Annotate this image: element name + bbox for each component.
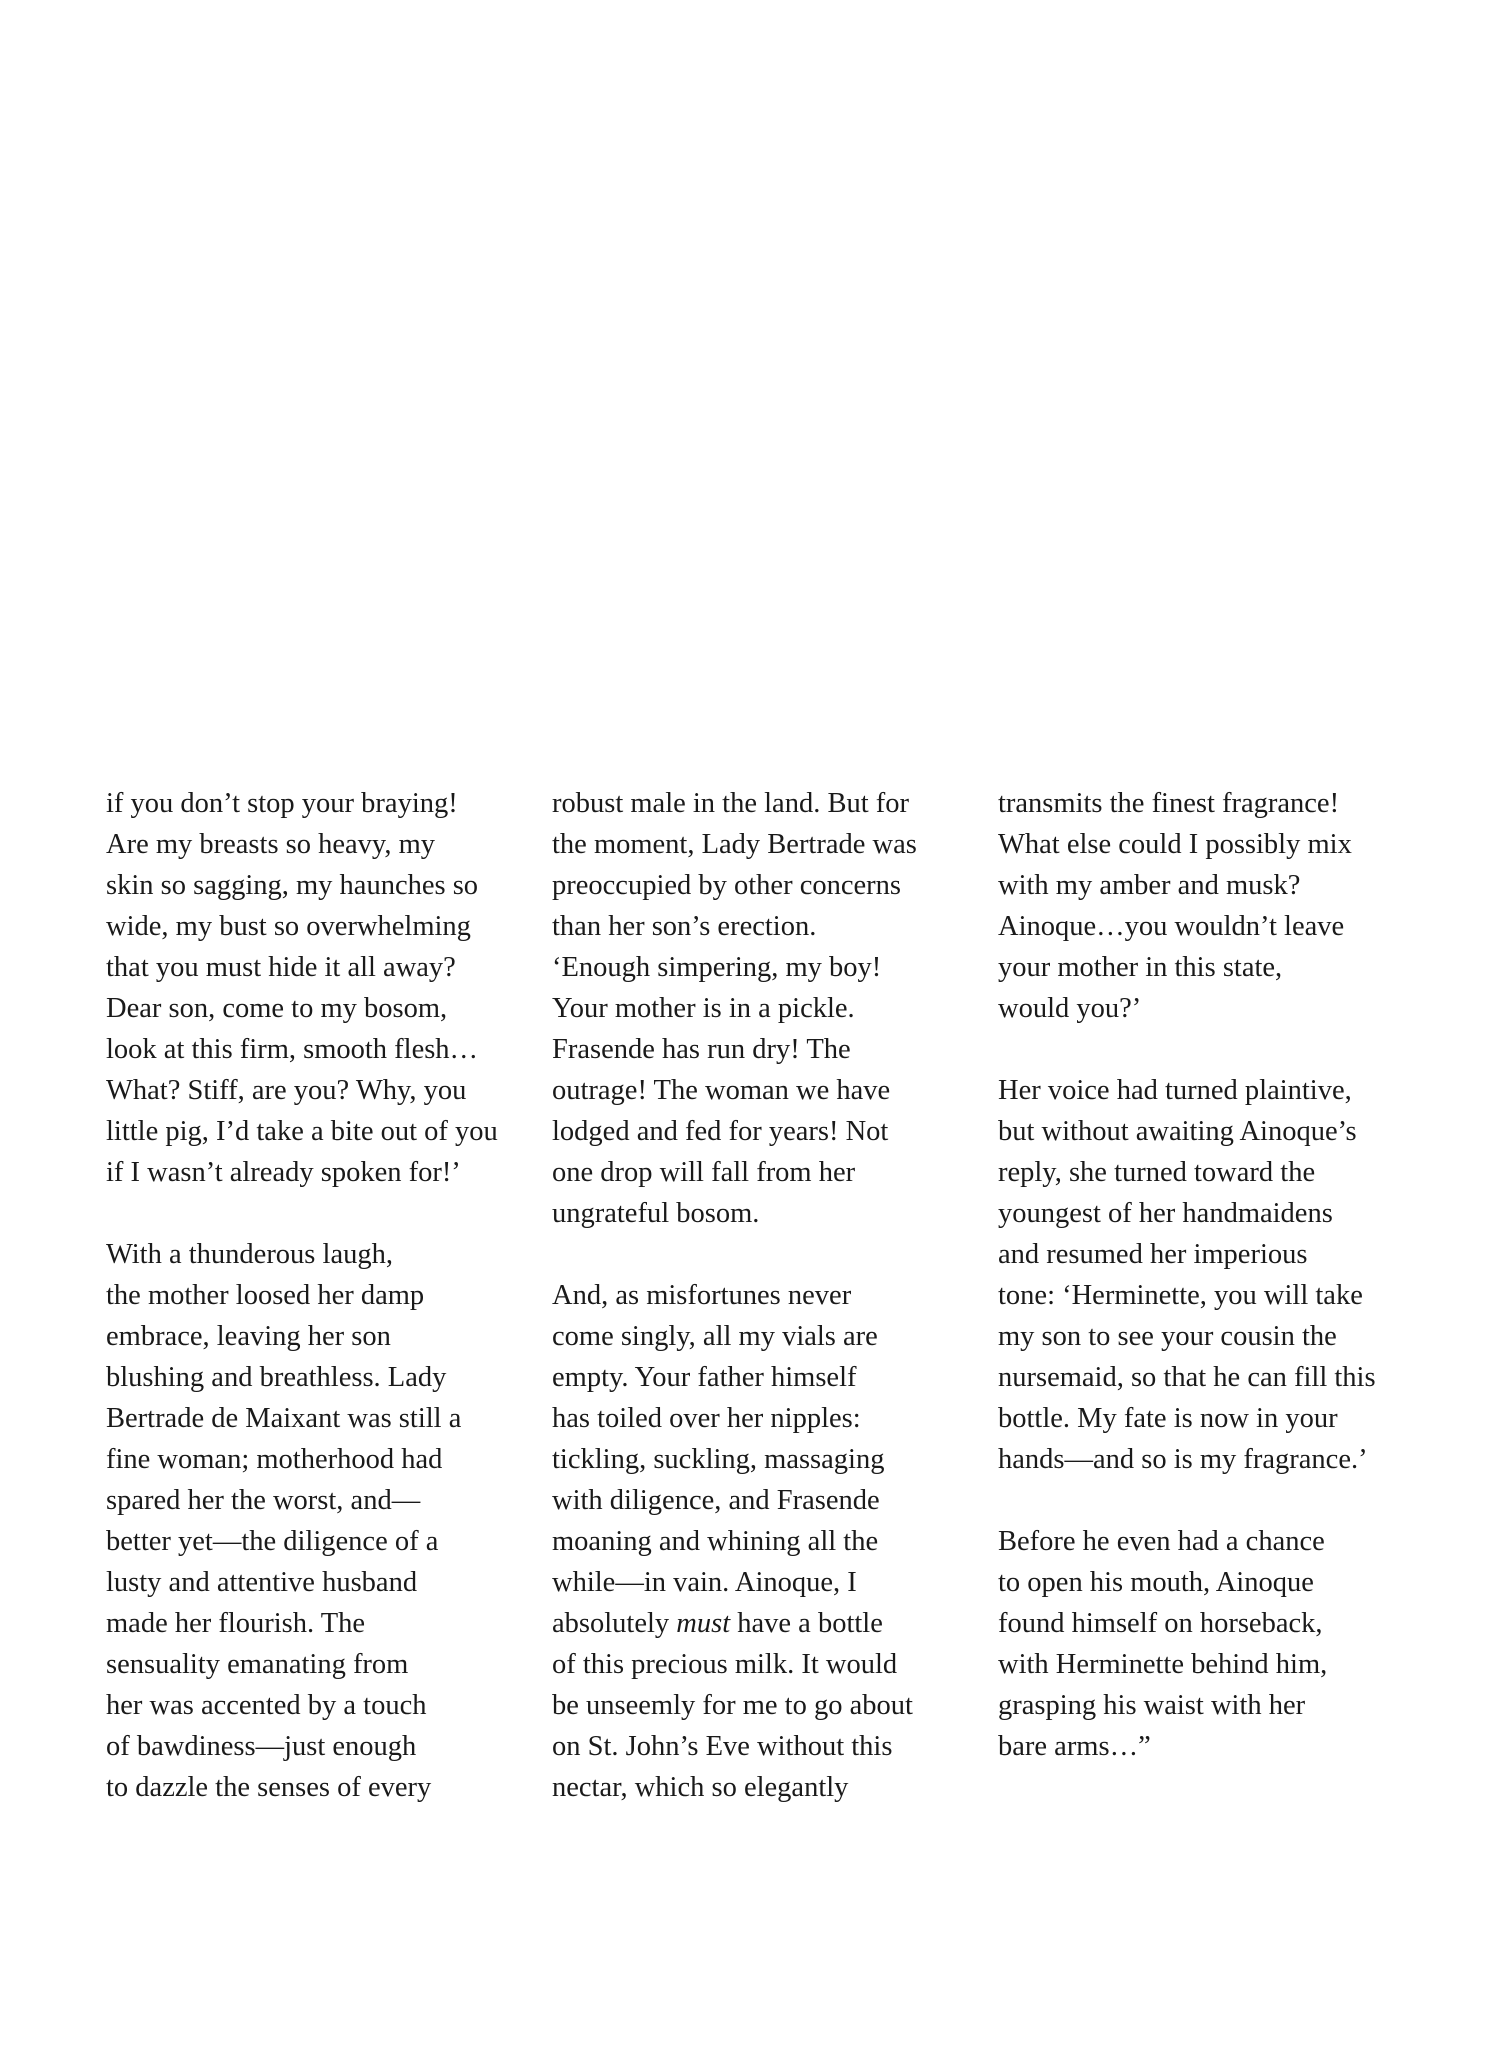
text-line: the mother loosed her damp xyxy=(106,1280,425,1311)
text-line: found himself on horseback, xyxy=(998,1608,1323,1639)
text-column-1 xyxy=(106,783,526,1849)
text-line: with my amber and musk? xyxy=(998,870,1301,901)
text-line: spared her the worst, and— xyxy=(106,1485,421,1516)
paragraph xyxy=(106,783,526,1193)
text-line: With a thunderous laugh, xyxy=(106,1239,393,1270)
text-line: to dazzle the senses of every xyxy=(106,1772,432,1803)
text-line: tickling, suckling, massaging xyxy=(552,1444,885,1475)
emphasis: must xyxy=(676,1608,731,1639)
text-line: ‘Enough simpering, my boy! xyxy=(552,952,882,983)
text-line: grasping his waist with her xyxy=(998,1690,1306,1721)
text-column-2 xyxy=(552,783,972,1849)
text-line: wide, my bust so overwhelming xyxy=(106,911,471,942)
paragraph xyxy=(106,1234,526,1808)
text-line: absolutely must have a bottle xyxy=(552,1608,883,1639)
text-line: while—in vain. Ainoque, I xyxy=(552,1567,857,1598)
text-line: blushing and breathless. Lady xyxy=(106,1362,447,1393)
text-line: What? Stiff, are you? Why, you xyxy=(106,1075,467,1106)
text-line: bottle. My fate is now in your xyxy=(998,1403,1338,1434)
text-line: bare arms…” xyxy=(998,1731,1151,1762)
text-line: if I wasn’t already spoken for!’ xyxy=(106,1157,461,1188)
text-column-3 xyxy=(998,783,1418,1808)
text-line: Bertrade de Maixant was still a xyxy=(106,1403,462,1434)
text-line: my son to see your cousin the xyxy=(998,1321,1337,1352)
text-line: one drop will fall from her xyxy=(552,1157,856,1188)
paragraph xyxy=(552,783,972,1234)
text-line: made her flourish. The xyxy=(106,1608,366,1639)
text-line: lodged and fed for years! Not xyxy=(552,1116,889,1147)
text-line: that you must hide it all away? xyxy=(106,952,456,983)
text-line: Your mother is in a pickle. xyxy=(552,993,855,1024)
text-line: Frasende has run dry! The xyxy=(552,1034,851,1065)
text-line: and resumed her imperious xyxy=(998,1239,1308,1270)
text-line: sensuality emanating from xyxy=(106,1649,409,1680)
text-line: come singly, all my vials are xyxy=(552,1321,878,1352)
text-line: transmits the finest fragrance! xyxy=(998,788,1340,819)
text-line: ungrateful bosom. xyxy=(552,1198,760,1229)
text-line: would you?’ xyxy=(998,993,1142,1024)
paragraph xyxy=(998,1070,1418,1480)
text-line: embrace, leaving her son xyxy=(106,1321,391,1352)
text-line: but without awaiting Ainoque’s xyxy=(998,1116,1357,1147)
text-line: skin so sagging, my haunches so xyxy=(106,870,479,901)
paragraph xyxy=(998,1521,1418,1767)
text-line: Dear son, come to my bosom, xyxy=(106,993,448,1024)
text-line: Are my breasts so heavy, my xyxy=(106,829,435,860)
text-line: of bawdiness—just enough xyxy=(106,1731,417,1762)
text-line: of this precious milk. It would xyxy=(552,1649,898,1680)
text-line: look at this firm, smooth flesh… xyxy=(106,1034,479,1065)
text-line: reply, she turned toward the xyxy=(998,1157,1316,1188)
text-line: And, as misfortunes never xyxy=(552,1280,852,1311)
text-line: than her son’s erection. xyxy=(552,911,817,942)
text-line: nursemaid, so that he can fill this xyxy=(998,1362,1376,1393)
text-line: lusty and attentive husband xyxy=(106,1567,418,1598)
text-line: the moment, Lady Bertrade was xyxy=(552,829,917,860)
paragraph xyxy=(552,1275,972,1808)
text-line: to open his mouth, Ainoque xyxy=(998,1567,1314,1598)
text-line: be unseemly for me to go about xyxy=(552,1690,913,1721)
text-line: tone: ‘Herminette, you will take xyxy=(998,1280,1363,1311)
text-line: little pig, I’d take a bite out of you xyxy=(106,1116,498,1147)
text-line: fine woman; motherhood had xyxy=(106,1444,443,1475)
text-line: with diligence, and Frasende xyxy=(552,1485,880,1516)
text-line: has toiled over her nipples: xyxy=(552,1403,861,1434)
text-line: better yet—the diligence of a xyxy=(106,1526,439,1557)
text-line: your mother in this state, xyxy=(998,952,1283,983)
text-line: hands—and so is my fragrance.’ xyxy=(998,1444,1368,1475)
text-line: Before he even had a chance xyxy=(998,1526,1325,1557)
text-line: What else could I possibly mix xyxy=(998,829,1352,860)
text-line: Ainoque…you wouldn’t leave xyxy=(998,911,1345,942)
text-line: robust male in the land. But for xyxy=(552,788,909,819)
text-line: moaning and whining all the xyxy=(552,1526,879,1557)
text-line: youngest of her handmaidens xyxy=(998,1198,1333,1229)
paragraph xyxy=(998,783,1418,1029)
text-line: with Herminette behind him, xyxy=(998,1649,1328,1680)
text-line: Her voice had turned plaintive, xyxy=(998,1075,1352,1106)
text-line: outrage! The woman we have xyxy=(552,1075,891,1106)
text-line: her was accented by a touch xyxy=(106,1690,427,1721)
text-line: empty. Your father himself xyxy=(552,1362,857,1393)
text-line: nectar, which so elegantly xyxy=(552,1772,849,1803)
text-line: if you don’t stop your braying! xyxy=(106,788,458,819)
text-line: preoccupied by other concerns xyxy=(552,870,901,901)
text-line: on St. John’s Eve without this xyxy=(552,1731,893,1762)
